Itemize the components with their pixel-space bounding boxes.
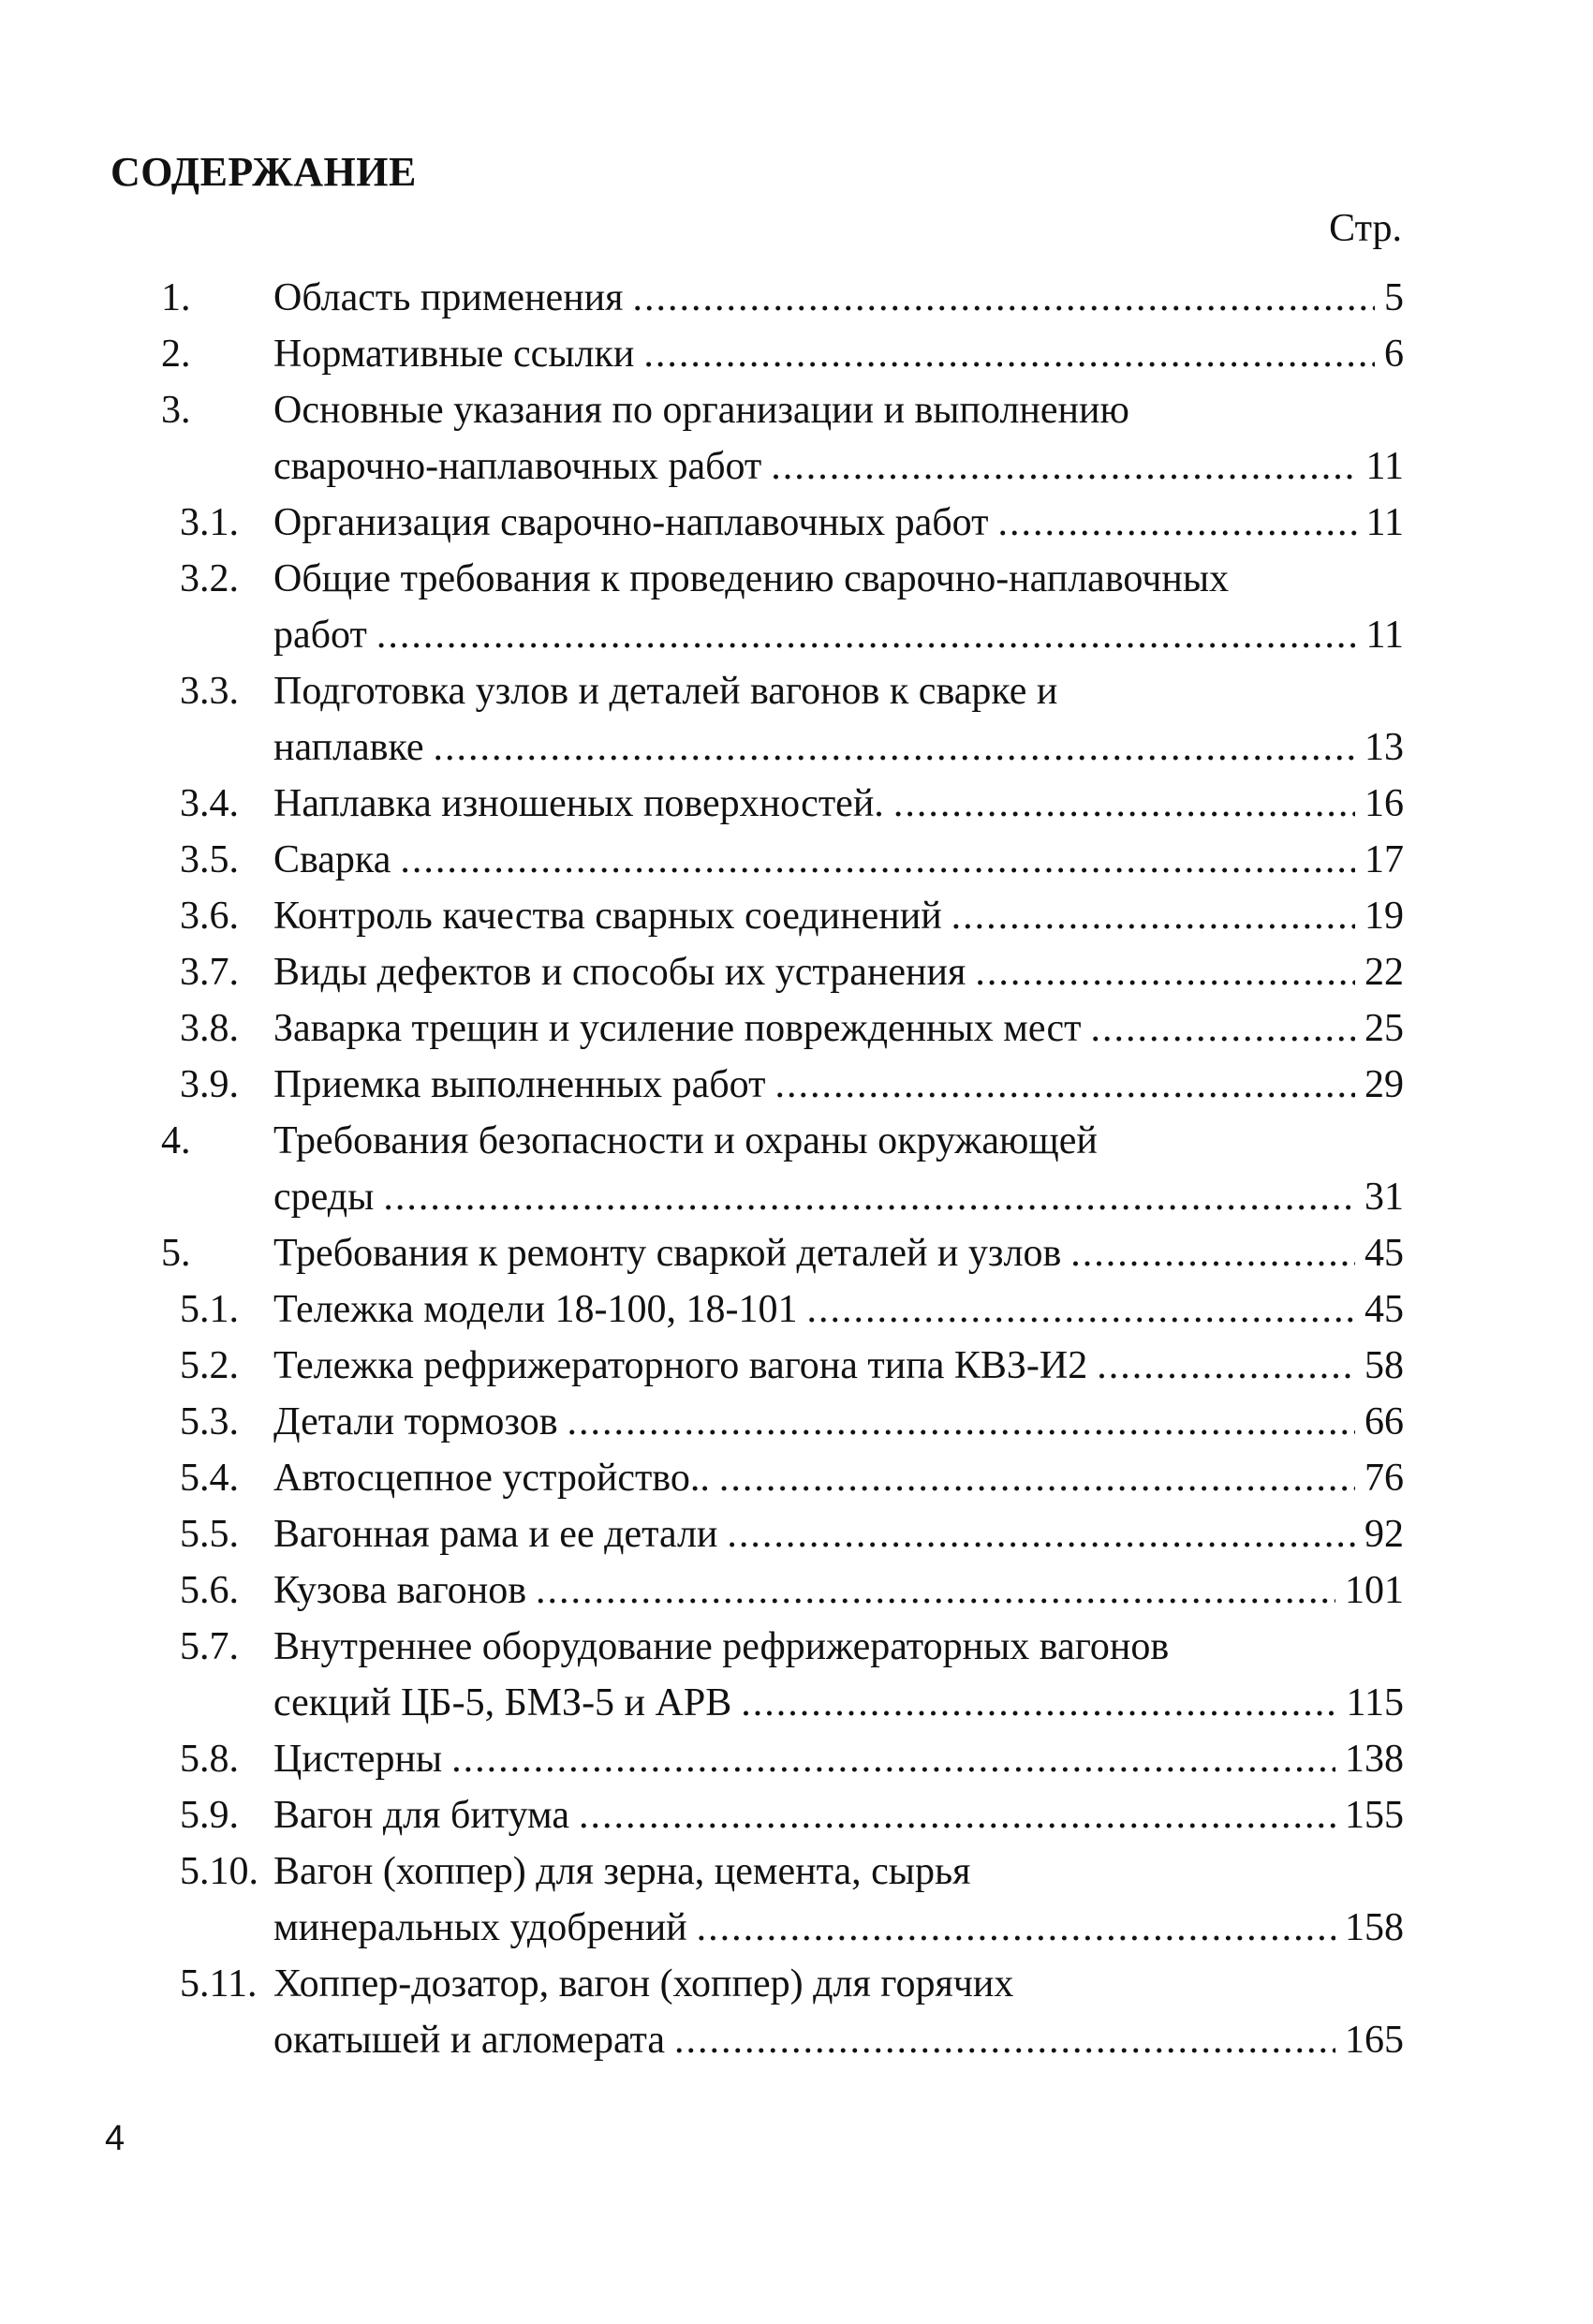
toc-page-number: 76 (1364, 1457, 1404, 1500)
dot-leader (376, 607, 1357, 663)
toc-entry-number: 5.3. (180, 1400, 239, 1443)
toc-line (0, 438, 1593, 495)
toc-leader-row (273, 719, 1404, 776)
toc-line (0, 270, 1593, 326)
table-of-contents (0, 270, 1593, 2068)
toc-entry-text: окатышей и агломерата (273, 2019, 666, 2062)
toc-line (0, 1731, 1593, 1787)
toc-page-number: 5 (1384, 276, 1404, 319)
toc-leader-row (273, 438, 1404, 495)
toc-entry (0, 326, 1593, 382)
dot-leader (643, 326, 1375, 382)
toc-entry (0, 1562, 1593, 1619)
toc-leader-row (273, 888, 1404, 944)
toc-entry-text: Область применения (273, 276, 624, 319)
toc-entry-text: Внутреннее оборудование рефрижераторных вагонов (273, 1625, 1170, 1668)
toc-page-number: 138 (1345, 1738, 1404, 1781)
toc-leader-row (273, 1675, 1404, 1731)
toc-entry-text: Вагон (хоппер) для зерна, цемента, сырья (273, 1850, 971, 1893)
toc-entry-number: 5.1. (180, 1288, 239, 1331)
dot-leader (697, 1900, 1335, 1956)
toc-leader-row (273, 607, 1404, 663)
toc-line (0, 1956, 1593, 2012)
toc-entry (0, 495, 1593, 551)
dot-leader (1097, 1338, 1355, 1394)
toc-leader-row (273, 1900, 1404, 1956)
toc-entry-number: 3.5. (180, 838, 239, 881)
dot-leader (1091, 1000, 1355, 1057)
toc-line (0, 1394, 1593, 1450)
toc-entry-number: 3.8. (180, 1007, 239, 1050)
toc-leader-row (273, 1787, 1404, 1843)
toc-entry-number: 3. (161, 389, 191, 432)
toc-entry-number: 3.4. (180, 782, 239, 825)
toc-entry (0, 888, 1593, 944)
toc-line (0, 1113, 1593, 1169)
toc-entry-number: 3.3. (180, 670, 239, 713)
toc-entry-text: Контроль качества сварных соединений (273, 895, 942, 938)
toc-entry-text: Кузова вагонов (273, 1569, 527, 1612)
toc-entry-number: 5.2. (180, 1344, 239, 1387)
toc-leader-row (273, 1394, 1404, 1450)
toc-page-number: 29 (1364, 1063, 1404, 1106)
toc-entry-number: 4. (161, 1119, 191, 1162)
toc-page-number: 66 (1364, 1400, 1404, 1443)
toc-leader-row (273, 832, 1404, 888)
dot-leader (536, 1562, 1335, 1619)
toc-line (0, 1619, 1593, 1675)
dot-leader (383, 1169, 1355, 1225)
toc-leader-row (273, 1057, 1404, 1113)
toc-line (0, 888, 1593, 944)
toc-entry-number: 5. (161, 1232, 191, 1275)
toc-line (0, 1675, 1593, 1731)
dot-leader (771, 438, 1356, 495)
dot-leader (568, 1394, 1355, 1450)
dot-leader (1070, 1225, 1355, 1281)
dot-leader (451, 1731, 1335, 1787)
toc-line (0, 1506, 1593, 1562)
toc-page-number: 45 (1364, 1288, 1404, 1331)
toc-entry-text: Основные указания по организации и выполнению (273, 389, 1129, 432)
toc-line (0, 663, 1593, 719)
toc-page-number: 6 (1384, 333, 1404, 376)
toc-entry-number: 5.11. (180, 1962, 258, 2006)
toc-entry-number: 5.9. (180, 1794, 239, 1837)
toc-entry-text: Хоппер-дозатор, вагон (хоппер) для горячих (273, 1962, 1014, 2006)
toc-entry-text: среды (273, 1176, 375, 1219)
toc-leader-row (273, 1338, 1404, 1394)
toc-entry (0, 1057, 1593, 1113)
dot-leader (807, 1281, 1355, 1338)
toc-entry-number: 5.8. (180, 1738, 239, 1781)
toc-line (0, 832, 1593, 888)
toc-entry (0, 1506, 1593, 1562)
page-title: СОДЕРЖАНИЕ (111, 149, 417, 195)
toc-entry (0, 944, 1593, 1000)
dot-leader (997, 495, 1356, 551)
toc-entry (0, 1394, 1593, 1450)
dot-leader (893, 776, 1355, 832)
toc-page-number: 165 (1345, 2019, 1404, 2062)
toc-entry-text: Виды дефектов и способы их устранения (273, 951, 966, 994)
toc-entry (0, 1281, 1593, 1338)
dot-leader (632, 270, 1375, 326)
toc-leader-row (273, 1731, 1404, 1787)
toc-line (0, 607, 1593, 663)
footer-page-number: 4 (105, 2119, 125, 2158)
toc-line (0, 1057, 1593, 1113)
dot-leader (741, 1675, 1336, 1731)
dot-leader (579, 1787, 1335, 1843)
toc-entry-text: Требования безопасности и охраны окружающей (273, 1119, 1098, 1162)
toc-leader-row (273, 776, 1404, 832)
toc-line (0, 495, 1593, 551)
dot-leader (727, 1506, 1355, 1562)
toc-leader-row (273, 1562, 1404, 1619)
toc-line (0, 1169, 1593, 1225)
toc-line (0, 326, 1593, 382)
toc-entry-number: 3.6. (180, 895, 239, 938)
toc-entry (0, 1113, 1593, 1225)
toc-line (0, 719, 1593, 776)
toc-page-number: 11 (1365, 614, 1404, 657)
toc-line (0, 382, 1593, 438)
toc-entry-number: 5.6. (180, 1569, 239, 1612)
toc-leader-row (273, 270, 1404, 326)
dot-leader (433, 719, 1355, 776)
toc-entry-text: Детали тормозов (273, 1400, 558, 1443)
toc-leader-row (273, 944, 1404, 1000)
toc-page-number: 155 (1345, 1794, 1404, 1837)
toc-line (0, 2012, 1593, 2068)
toc-entry-text: Цистерны (273, 1738, 443, 1781)
toc-entry (0, 1338, 1593, 1394)
toc-entry-number: 1. (161, 276, 191, 319)
toc-page-number: 158 (1345, 1906, 1404, 1949)
toc-line (0, 1787, 1593, 1843)
toc-entry (0, 1843, 1593, 1956)
toc-entry-number: 2. (161, 333, 191, 376)
toc-leader-row (273, 1450, 1404, 1506)
toc-page-number: 115 (1346, 1681, 1404, 1724)
toc-entry (0, 1450, 1593, 1506)
toc-page-number: 16 (1364, 782, 1404, 825)
toc-leader-row (273, 1225, 1404, 1281)
toc-entry-text: Вагон для битума (273, 1794, 569, 1837)
page-column-label: Стр. (1329, 207, 1402, 250)
toc-leader-row (273, 2012, 1404, 2068)
toc-page-number: 22 (1364, 951, 1404, 994)
toc-entry-text: Наплавка изношеных поверхностей. (273, 782, 884, 825)
toc-leader-row (273, 1000, 1404, 1057)
toc-entry-text: Организация сварочно-наплавочных работ (273, 501, 989, 544)
toc-leader-row (273, 1169, 1404, 1225)
toc-entry-text: секций ЦБ-5, БМЗ-5 и АРВ (273, 1681, 732, 1724)
toc-page-number: 19 (1364, 895, 1404, 938)
toc-page-number: 45 (1364, 1232, 1404, 1275)
toc-page-number: 13 (1364, 726, 1404, 769)
toc-entry (0, 270, 1593, 326)
toc-entry-text: Автосцепное устройство.. (273, 1457, 710, 1500)
toc-page-number: 58 (1364, 1344, 1404, 1387)
toc-line (0, 1843, 1593, 1900)
toc-entry-text: Общие требования к проведению сварочно-наплавочных (273, 557, 1230, 600)
toc-entry (0, 1731, 1593, 1787)
toc-line (0, 1450, 1593, 1506)
toc-line (0, 776, 1593, 832)
toc-entry-text: Приемка выполненных работ (273, 1063, 766, 1106)
toc-entry (0, 1225, 1593, 1281)
toc-entry-text: Вагонная рама и ее детали (273, 1513, 718, 1556)
dot-leader (400, 832, 1355, 888)
toc-page-number: 11 (1365, 501, 1404, 544)
toc-entry (0, 663, 1593, 776)
toc-entry-text: Требования к ремонту сваркой деталей и узлов (273, 1232, 1062, 1275)
toc-line (0, 1000, 1593, 1057)
dot-leader (674, 2012, 1335, 2068)
toc-page-number: 25 (1364, 1007, 1404, 1050)
toc-leader-row (273, 495, 1404, 551)
toc-entry-text: Сварка (273, 838, 391, 881)
toc-entry-number: 5.4. (180, 1457, 239, 1500)
toc-entry-text: работ (273, 614, 367, 657)
toc-entry-number: 5.10. (180, 1850, 258, 1893)
toc-entry (0, 832, 1593, 888)
toc-entry-text: Подготовка узлов и деталей вагонов к сварке и (273, 670, 1058, 713)
toc-page-number: 31 (1364, 1176, 1404, 1219)
toc-entry-number: 3.7. (180, 951, 239, 994)
toc-entry-text: Тележка рефрижераторного вагона типа КВЗ-И2 (273, 1344, 1088, 1387)
toc-entry-number: 3.1. (180, 501, 239, 544)
toc-line (0, 1225, 1593, 1281)
dot-leader (774, 1057, 1355, 1113)
toc-page-number: 17 (1364, 838, 1404, 881)
toc-entry-number: 5.7. (180, 1625, 239, 1668)
toc-leader-row (273, 1281, 1404, 1338)
toc-line (0, 944, 1593, 1000)
toc-entry-text: наплавке (273, 726, 424, 769)
toc-leader-row (273, 1506, 1404, 1562)
toc-page-number: 92 (1364, 1513, 1404, 1556)
toc-page-number: 11 (1365, 445, 1404, 488)
toc-entry (0, 1619, 1593, 1731)
toc-entry-text: Заварка трещин и усиление поврежденных мест (273, 1007, 1082, 1050)
toc-entry-number: 3.2. (180, 557, 239, 600)
toc-entry (0, 382, 1593, 495)
toc-entry (0, 1956, 1593, 2068)
toc-entry-text: сварочно-наплавочных работ (273, 445, 762, 488)
toc-entry-text: Нормативные ссылки (273, 333, 635, 376)
dot-leader (719, 1450, 1355, 1506)
toc-line (0, 1562, 1593, 1619)
toc-entry-text: Тележка модели 18-100, 18-101 (273, 1288, 798, 1331)
toc-entry-number: 5.5. (180, 1513, 239, 1556)
toc-entry (0, 1000, 1593, 1057)
toc-entry-number: 3.9. (180, 1063, 239, 1106)
toc-line (0, 1338, 1593, 1394)
dot-leader (951, 888, 1355, 944)
dot-leader (975, 944, 1355, 1000)
toc-line (0, 551, 1593, 607)
toc-page-number: 101 (1345, 1569, 1404, 1612)
toc-line (0, 1900, 1593, 1956)
toc-leader-row (273, 326, 1404, 382)
toc-entry-text: минеральных удобрений (273, 1906, 687, 1949)
toc-entry (0, 551, 1593, 663)
toc-entry (0, 776, 1593, 832)
toc-line (0, 1281, 1593, 1338)
toc-entry (0, 1787, 1593, 1843)
